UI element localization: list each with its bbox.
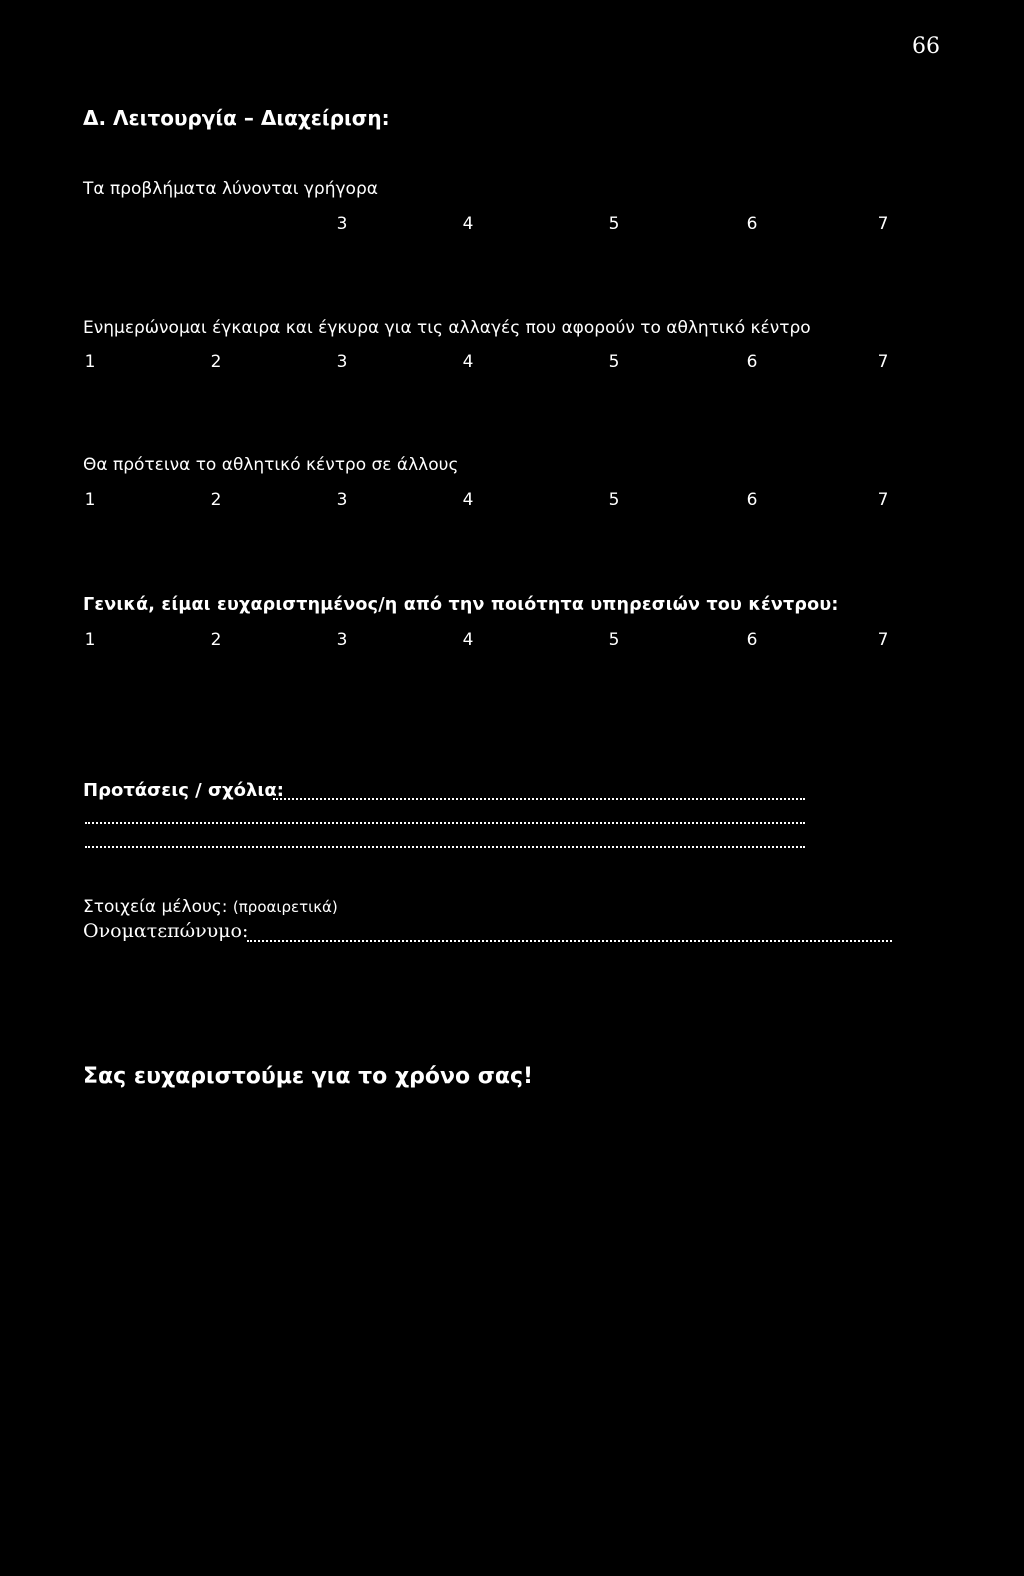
scale-option[interactable]: 1 xyxy=(84,490,96,510)
scale-option[interactable]: 5 xyxy=(608,214,620,234)
scale-option[interactable]: 3 xyxy=(336,214,348,234)
scale-option[interactable]: 6 xyxy=(746,490,758,510)
question-3-text: Θα πρότεινα το αθλητικό κέντρο σε άλλους xyxy=(83,455,459,475)
closing-message: Σας ευχαριστούμε για το χρόνο σας! xyxy=(83,1064,534,1089)
scale-option[interactable]: 4 xyxy=(462,490,474,510)
scale-option[interactable]: 6 xyxy=(746,630,758,650)
scale-option[interactable]: 6 xyxy=(746,352,758,372)
question-3-scale xyxy=(0,490,1024,514)
comments-line-1[interactable] xyxy=(273,798,805,800)
member-details-label xyxy=(83,897,338,917)
scale-option[interactable]: 3 xyxy=(336,490,348,510)
scale-option[interactable]: 2 xyxy=(210,352,222,372)
scale-option[interactable]: 2 xyxy=(210,490,222,510)
scale-option[interactable]: 2 xyxy=(210,630,222,650)
member-details-title: Στοιχεία μέλους: xyxy=(83,897,228,917)
scale-option[interactable]: 1 xyxy=(84,352,96,372)
question-1-text: Τα προβλήματα λύνονται γρήγορα xyxy=(83,179,378,199)
scale-option[interactable]: 7 xyxy=(877,214,889,234)
section-title: Δ. Λειτουργία – Διαχείριση: xyxy=(83,106,390,130)
question-2-scale xyxy=(0,352,1024,376)
comments-line-3[interactable] xyxy=(85,846,805,848)
comments-line-2[interactable] xyxy=(85,822,805,824)
scale-option[interactable]: 5 xyxy=(608,630,620,650)
scale-option[interactable]: 6 xyxy=(746,214,758,234)
scale-option[interactable]: 7 xyxy=(877,352,889,372)
question-2-text: Ενημερώνομαι έγκαιρα και έγκυρα για τις αλλαγές που αφορούν το αθλητικό κέντρο xyxy=(83,318,811,338)
comments-label: Προτάσεις / σχόλια: xyxy=(83,780,284,801)
scale-option[interactable]: 7 xyxy=(877,490,889,510)
name-field-line[interactable] xyxy=(247,940,892,942)
scale-option[interactable]: 5 xyxy=(608,490,620,510)
scale-option[interactable]: 7 xyxy=(877,630,889,650)
question-1-scale xyxy=(0,214,1024,238)
scale-option[interactable]: 4 xyxy=(462,630,474,650)
question-4-scale xyxy=(0,630,1024,654)
scale-option[interactable]: 5 xyxy=(608,352,620,372)
scale-option[interactable]: 4 xyxy=(462,352,474,372)
name-label: Ονοματεπώνυμο: xyxy=(83,920,249,942)
member-details-optional: (προαιρετικά) xyxy=(232,898,338,916)
scale-option[interactable]: 4 xyxy=(462,214,474,234)
page-number: 66 xyxy=(912,34,940,59)
scale-option[interactable]: 1 xyxy=(84,630,96,650)
scale-option[interactable]: 3 xyxy=(336,630,348,650)
question-4-text: Γενικά, είμαι ευχαριστημένος/η από την ποιότητα υπηρεσιών του κέντρου: xyxy=(83,595,839,615)
scale-option[interactable]: 3 xyxy=(336,352,348,372)
